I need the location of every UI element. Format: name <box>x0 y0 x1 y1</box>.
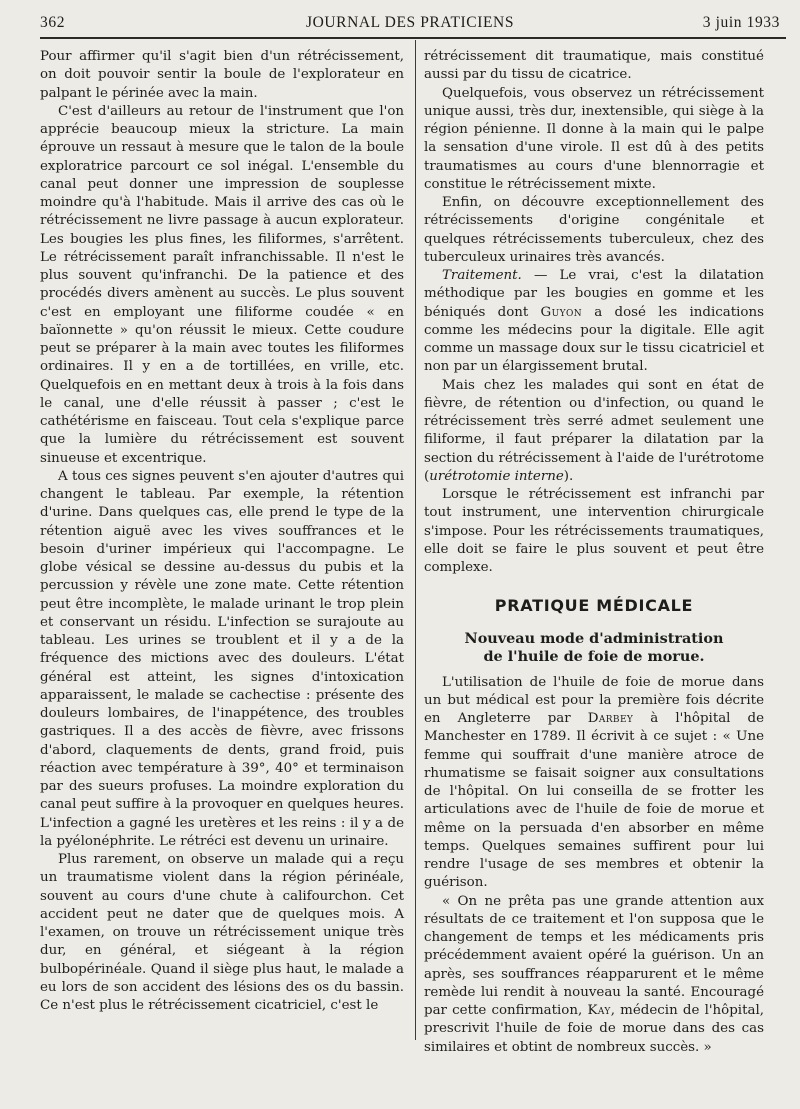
article-title-line: Nouveau mode d'administration <box>464 629 724 647</box>
paragraph: Plus rarement, on observe un malade qui a reçu un traumatisme violent dans la région périnéale, souvent au cours d'une chute à califourchon. Cet accident peut ne dater que de quelques mois. A l'examen, on trouve un rétrécissement unique très dur, en général, et siégeant à la région bulbopérinéale. Quand il siège plus haut, le malade a eu lors de son accident des lésions des os du bassin. Ce n'est plus le rétrécissement cicatriciel, c'est le <box>40 852 404 1013</box>
running-header <box>40 14 780 36</box>
fievre-paragraph <box>424 377 764 487</box>
article-paragraph <box>424 893 764 1057</box>
journal-title: JOURNAL DES PRATICIENS <box>305 14 515 31</box>
paragraph: A tous ces signes peuvent s'en ajouter d'autres qui changent le tableau. Par exemple, la rétention d'urine. Dans quelques cas, elle prend le type de la rétention aiguë avec les vives souffrances et le besoin d'uriner impérieux qui l'accompagne. Le globe vésical se dessine au-dessus du pubis et la percussion y révèle une zone mate. Cette rétention peut être incomplète, le malade urinant le trop plein et conservant un résidu. L'infection se surajoute au tableau. Les urines se troublent et il y a de la fréquence des mictions avec des douleurs. L'état général est atteint, les signes d'intoxication apparaissent, le malade se cachectise : présente des douleurs lombaires, de l'inappétence, des troubles gastriques. Il a des accès de fièvre, avec frissons d'abord, claquements de dents, grand froid, puis réaction avec température à 39°, 40° et terminaison par des sueurs profuses. La moindre exploration du canal peut suffire à la provoquer en quelques heures. L'infection a gagné les uretères et les reins : il y a de la pyélonéphrite. Le rétréci est devenu un urinaire. <box>40 468 404 849</box>
italic-term: urétrotomie interne <box>429 468 564 484</box>
text-run: Mais chez les malades qui sont en état de fièvre, de rétention ou d'infection, ou quand le rétrécissement très serré admet seulement une filiforme, il faut préparer la dilatation par la section du rétrécissement à l'aide de l'urétrotome ( <box>424 377 764 484</box>
right-column <box>424 48 764 1057</box>
text-run: « On ne prêta pas une grande attention aux résultats de ce traitement et l'on supposa que le changement de temps et les médicaments pris précédemment avaient opéré la guérison. Un an après, ses souffrances réapparurent et le même remède lui rendit à nouveau la santé. Encouragé par cette confirmation, <box>424 893 764 1018</box>
paragraph: C'est d'ailleurs au retour de l'instrument que l'on apprécie beaucoup mieux la stricture. La main éprouve un ressaut à mesure que le talon de la boule exploratrice parcourt ce sol inégal. L'ensemble du canal peut donner une impression de souplesse moindre qu'à l'habitude. Mais il arrive des cas où le rétrécissement ne livre passage à aucun explorateur. Les bougies les plus fines, les filiformes, s'arrêtent. Le rétrécissement paraît infranchissable. Il n'est le plus souvent qu'infranchi. De la patience et des procédés divers amènent au succès. Le plus souvent c'est en employant une filiforme coudée « en baïonnette » qu'on réussit le mieux. Cette coudure peut se préparer à la main avec toutes les filiformes ordinaires. Il y en a de tortillées, en vrille, etc. Quelquefois en en mettant deux à trois à la fois dans le canal, une d'elle réussit à passer ; c'est le cathétérisme en faisceau. Tout cela s'explique parce que la lumière du rétrécissement est souvent sinueuse et excentrique. <box>40 103 404 466</box>
issue-date: 3 juin 1933 <box>702 14 780 31</box>
text-run: L'utilisation de l'huile de foie de morue dans un but médical est pour la première fois décrite en Angleterre par <box>424 674 764 726</box>
article-title <box>424 630 764 666</box>
section-title: PRATIQUE MÉDICALE <box>494 596 694 616</box>
page-number: 362 <box>40 14 66 31</box>
paragraph: rétrécissement dit traumatique, mais constitué aussi par du tissu de cicatrice. <box>424 49 764 83</box>
traitement-label: Traitement. <box>442 268 522 283</box>
text-run: , médecin de l'hôpital, prescrivit l'huile de foie de morue dans des cas similaires et obtint de nombreux succès. » <box>424 1003 764 1055</box>
text-run: ). <box>563 468 574 484</box>
author-name: Guyon <box>540 304 583 320</box>
text-run: — Le vrai, c'est la dilatation méthodique par les bougies en gomme et les béniqués dont <box>424 268 764 320</box>
paragraph: Lorsque le rétrécissement est infranchi par tout instrument, une intervention chirurgicale s'impose. Pour les rétrécissements traumatiques, elle doit se faire le plus souvent et peut être complexe. <box>424 487 764 575</box>
article-title-line: de l'huile de foie de morue. <box>483 647 705 665</box>
header-rule <box>40 37 786 39</box>
traitement-paragraph <box>424 267 764 377</box>
text-run: à l'hôpital de Manchester en 1789. Il écrivit à ce sujet : « Une femme qui souffrait d'une manière atroce de rhumatisme se faisait soigner aux consultations de l'hôpital. On lui conseilla de se frotter les articulations avec de l'huile de foie de morue et même on la persuada d'en absorber en même temps. Quelques semaines suffirent pour lui rendre l'usage de ses membres et obtenir la guérison. <box>424 711 764 891</box>
paragraph: Quelquefois, vous observez un rétrécissement unique aussi, très dur, inextensible, qui siège à la région pénienne. Il donne à la main qui le palpe la sensation d'une virole. Il est dû à des petits traumatismes au cours d'une blennorragie et constitue le rétrécissement mixte. <box>424 85 764 192</box>
paragraph: Pour affirmer qu'il s'agit bien d'un rétrécissement, on doit pouvoir sentir la boule de l'explorateur en palpant le périnée avec la main. <box>40 49 404 101</box>
column-divider <box>415 40 416 1040</box>
author-name: Darbey <box>587 711 634 726</box>
left-column <box>40 48 404 1015</box>
author-name: Kay <box>587 1003 611 1018</box>
article-paragraph <box>424 674 764 893</box>
paragraph: Enfin, on découvre exceptionnellement des rétrécissements d'origine congénitale et quelques rétrécissements tuberculeux, chez des tuberculeux urinaires très avancés. <box>424 195 764 265</box>
text-run: a dosé les indications comme les médecins pour la digitale. Elle agit comme un massage doux sur le tissu cicatriciel et non par un élargissement brutal. <box>424 304 764 375</box>
